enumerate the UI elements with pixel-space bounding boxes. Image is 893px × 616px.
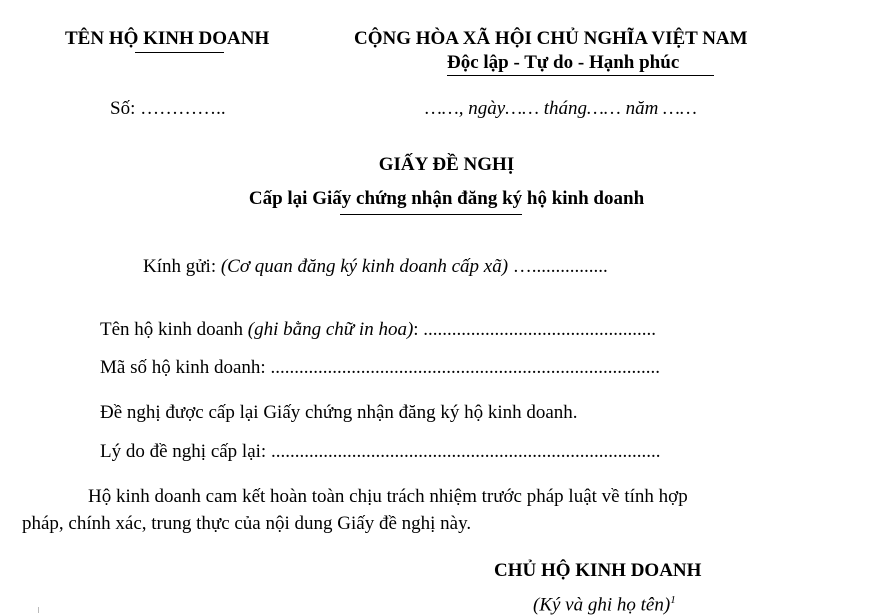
document-subtitle: Cấp lại Giấy chứng nhận đăng ký hộ kinh doanh: [248, 188, 645, 209]
document-number: Số: …………..: [110, 98, 226, 119]
signature-hint: (Ký và ghi họ tên): [533, 594, 671, 616]
recipient-label: Kính gửi:: [143, 256, 221, 277]
business-name-label: TÊN HỘ KINH DOANH: [65, 28, 270, 49]
divider: [135, 52, 224, 53]
commitment-line-1: Hộ kinh doanh cam kết hoàn toàn chịu trách nhiệm trước pháp luật về tính hợp: [88, 486, 688, 507]
recipient-dots: …................: [508, 256, 608, 277]
signature-hint-line: [533, 589, 676, 616]
document-date: ……, ngày…… tháng…… năm ……: [425, 98, 697, 119]
business-name-field: [100, 319, 656, 341]
text-cursor-mark: [38, 607, 39, 613]
business-code-field: Mã số hộ kinh doanh: ..................................................................................: [100, 357, 660, 378]
signature-title: CHỦ HỘ KINH DOANH: [494, 560, 702, 581]
divider: [340, 214, 522, 215]
business-name-hint: (ghi bằng chữ in hoa): [247, 319, 414, 340]
recipient-hint: (Cơ quan đăng ký kinh doanh cấp xã): [220, 256, 509, 277]
footnote-marker: 1: [670, 594, 676, 606]
divider: [447, 75, 714, 76]
country-name: CỘNG HÒA XÃ HỘI CHỦ NGHĨA VIỆT NAM: [354, 28, 748, 49]
recipient-line: [143, 256, 608, 278]
motto: Độc lập - Tự do - Hạnh phúc: [447, 52, 680, 73]
commitment-line-2: pháp, chính xác, trung thực của nội dung Giấy đề nghị này.: [22, 513, 472, 534]
reason-field: Lý do đề nghị cấp lại: ..................................................................................: [100, 441, 661, 462]
business-name-field-label: Tên hộ kinh doanh: [100, 319, 248, 340]
request-statement: Đề nghị được cấp lại Giấy chứng nhận đăng ký hộ kinh doanh.: [100, 402, 578, 423]
business-name-dots: : .................................................: [413, 319, 657, 340]
document-title: GIẤY ĐỀ NGHỊ: [378, 154, 515, 175]
